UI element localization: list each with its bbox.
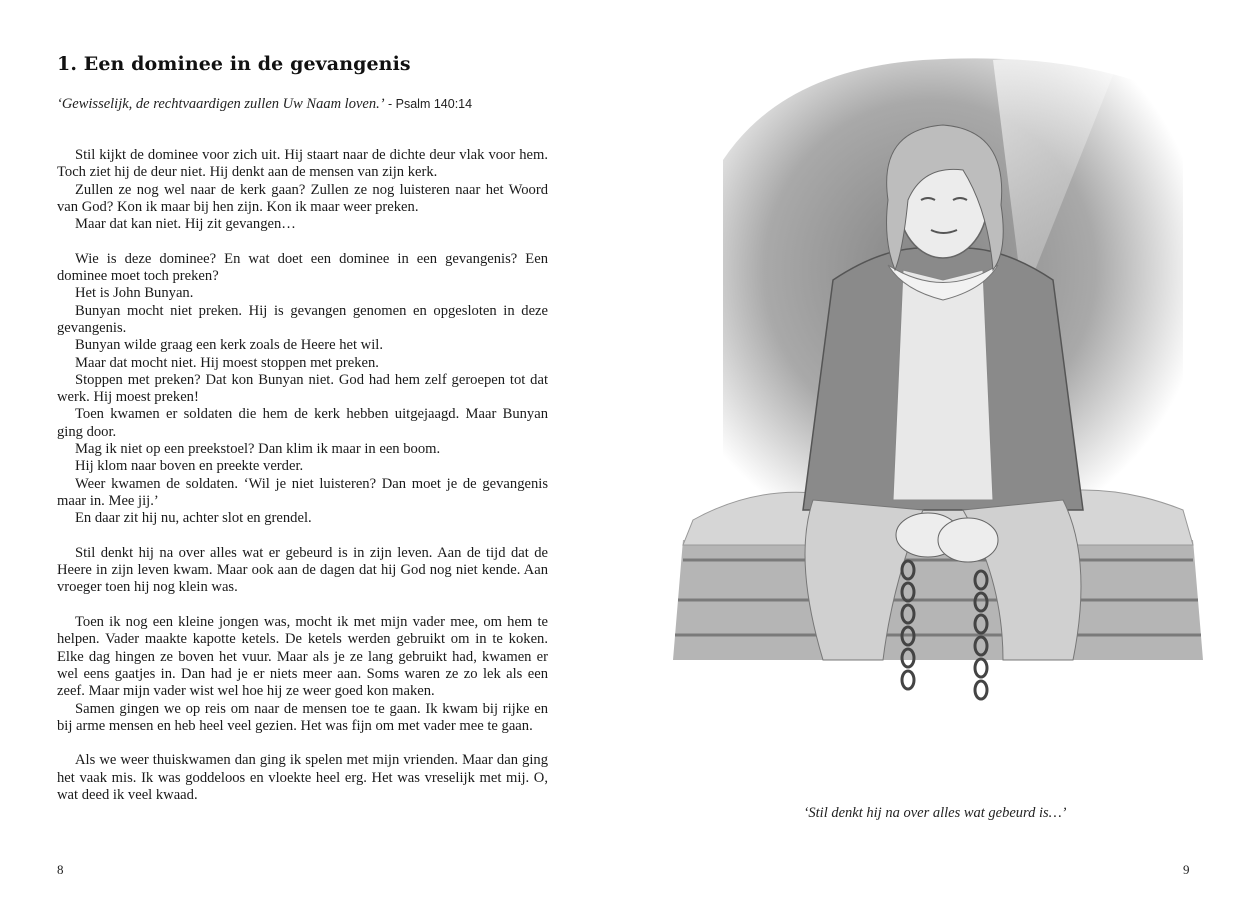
paragraph: Hij klom naar boven en preekte verder. [75, 458, 304, 475]
epigraph-quote: ‘Gewisselijk, de rechtvaardigen zullen Uw Naam loven.’ [57, 96, 385, 112]
illustration-caption: ‘Stil denkt hij na over alles wat gebeurd is…’ [803, 805, 1067, 821]
paragraph-gap [57, 597, 548, 614]
paragraph: Mag ik niet op een preekstoel? Dan klim ik maar in een boom. [75, 441, 441, 458]
paragraph: Bunyan mocht niet preken. Hij is gevangen genomen en opgesloten in deze gevangenis. [57, 302, 548, 336]
paragraph: Stoppen met preken? Dat kon Bunyan niet. God had hem zelf geroepen tot dat werk. Hij moest preken! [57, 371, 548, 406]
paragraph: Weer kwamen de soldaten. ‘Wil je niet luisteren? Dan moet je de gevangenis maar in. Mee jij.’ [57, 475, 548, 509]
paragraph: Wie is deze dominee? En wat doet een dominee in een gevangenis? Een dominee moet toch preken? [57, 250, 548, 285]
left-page [0, 0, 623, 907]
prisoner-illustration [663, 40, 1203, 730]
right-page [623, 0, 1247, 907]
paragraph-gap [57, 233, 548, 250]
epigraph-reference: - Psalm 140:14 [384, 97, 473, 111]
paragraph: En daar zit hij nu, achter slot en grendel. [75, 510, 312, 527]
paragraph: Samen gingen we op reis om naar de mensen toe te gaan. Ik kwam bij rijke en bij arme mensen en heb heel veel gezien. Het was fijn om met vader mee te gaan. [57, 700, 548, 734]
page-number-right: 9 [1183, 862, 1190, 877]
paragraph: Stil denkt hij na over alles wat er gebeurd is in zijn leven. Aan de tijd dat de Heere in zijn leven kwam. Maar ook aan de dagen dat hij God nog niet kende. Aan vroeger toen hij nog klein was. [57, 544, 548, 596]
paragraph: Toen ik nog een kleine jongen was, mocht ik met mijn vader mee, om hem te helpen. Vader maakte kapotte ketels. De ketels werden gebruikt om in te koken. Elke dag hingen ze boven het vuur. Maar als je ze lang gebruikt had, kwamen er wel eens gaatjes in. Dan had je er niets meer aan. Soms waren ze zo lek als een zeef. Maar mijn vader wist wel hoe hij ze weer goed kon maken. [57, 614, 548, 700]
paragraph: Als we weer thuiskwamen dan ging ik spelen met mijn vrienden. Maar dan ging het vaak mis. Ik was goddeloos en vloekte heel erg. Het was vreselijk met mij. O, wat deed ik veel kwaad. [57, 752, 548, 803]
epigraph [57, 96, 557, 113]
paragraph-gap [57, 528, 548, 545]
paragraph: Toen kwamen er soldaten die hem de kerk hebben uitgejaagd. Maar Bunyan ging door. [57, 406, 548, 440]
page-number-left: 8 [57, 862, 64, 877]
paragraph: Zullen ze nog wel naar de kerk gaan? Zullen ze nog luisteren naar het Woord van God? Kon ik maar bij hen zijn. Kon ik maar weer preken. [57, 181, 548, 215]
paragraph: Stil kijkt de dominee voor zich uit. Hij staart naar de dichte deur vlak voor hem. Toch ziet hij de deur niet. Hij denkt aan de mensen van zijn kerk. [57, 147, 548, 181]
paragraph-gap [57, 735, 548, 752]
chapter-title: 1. Een dominee in de gevangenis [57, 53, 411, 75]
body-text [57, 147, 548, 804]
paragraph: Het is John Bunyan. [75, 285, 194, 302]
paragraph: Maar dat kan niet. Hij zit gevangen… [75, 216, 296, 233]
paragraph: Bunyan wilde graag een kerk zoals de Heere het wil. [75, 337, 383, 354]
paragraph: Maar dat mocht niet. Hij moest stoppen met preken. [75, 354, 379, 371]
